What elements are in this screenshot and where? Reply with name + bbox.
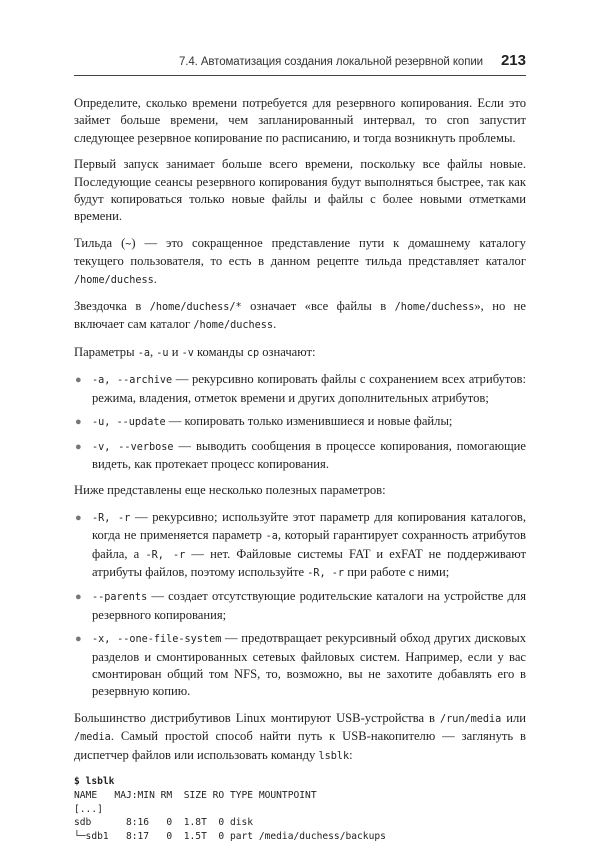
inline-code: -x, --one-file-system <box>92 634 222 646</box>
text: Большинство дистрибутивов Linux монтируют USB-устройства в <box>74 710 440 725</box>
page-number: 213 <box>500 52 526 69</box>
text: означают: <box>259 344 316 359</box>
code-line: └─sdb1 8:17 0 1.5T 0 part /media/duchess/backups <box>74 831 386 843</box>
running-title: 7.4. Автоматизация создания локальной резервной копии <box>178 56 483 68</box>
text: . <box>273 317 277 332</box>
bullet-icon: ● <box>75 511 82 524</box>
inline-code: ~ <box>125 238 132 250</box>
text: и <box>168 344 182 359</box>
page-header <box>74 52 526 72</box>
list-item <box>74 438 526 474</box>
text: — нет. Файловые системы FAT и exFAT не поддерживают атрибуты файлов, поэтому используйте <box>92 546 526 579</box>
text: или <box>501 710 526 725</box>
inline-code: /run/media <box>439 713 502 725</box>
inline-code: -R, -r <box>145 549 186 561</box>
cp-options-list <box>74 371 526 473</box>
text: команды <box>193 344 247 359</box>
inline-code: -v, --verbose <box>92 441 174 453</box>
text: . Самый простой способ найти путь к USB-накопителю — заглянуть в диспетчер файлов или использовать команду <box>74 729 526 762</box>
code-line: NAME MAJ:MIN RM SIZE RO TYPE MOUNTPOINT <box>74 789 317 801</box>
text: Звездочка в <box>74 299 150 314</box>
inline-code: -v <box>181 347 194 359</box>
text: при работе с ними; <box>344 564 450 579</box>
inline-code: /home/duchess <box>74 274 154 286</box>
inline-code: /home/duchess <box>193 320 274 332</box>
header-rule <box>74 75 526 76</box>
inline-code: -u <box>156 347 169 359</box>
text: . <box>153 271 157 286</box>
text: Тильда ( <box>74 235 126 250</box>
page-body <box>74 95 526 844</box>
text: », но не включает сам каталог <box>74 299 526 332</box>
paragraph-1: Определите, сколько времени потребуется для резервного копирования. Если это займет больше времени, чем запланированный интервал, то cron запустит следующее резервное копирование по расписанию, и тогда возникнуть проблемы. <box>74 96 526 145</box>
text: — выводить сообщения в процессе копирования, помогающие видеть, как протекает процесс копирования. <box>92 438 527 471</box>
inline-code: -a, --archive <box>92 375 173 387</box>
code-line: [...] <box>74 803 103 815</box>
text: , который гарантирует сохранность атрибутов файла, а <box>92 528 526 561</box>
list-item <box>74 371 526 407</box>
paragraph-5 <box>74 344 526 362</box>
extra-options-list <box>74 509 526 701</box>
text: ) — это сокращенное представление пути к домашнему каталогу текущего пользователя, то есть в данном рецепте тильда представляет каталог <box>74 235 526 269</box>
code-command: $ lsblk <box>74 776 115 787</box>
inline-code: -R, -r <box>307 567 345 579</box>
text: означает «все файлы в <box>241 299 395 314</box>
text: : <box>349 747 353 762</box>
inline-code: cp <box>246 347 260 359</box>
text: — копировать только изменившиеся и новые файлы; <box>165 414 453 429</box>
bullet-icon: ● <box>75 440 82 453</box>
text: , <box>149 344 157 359</box>
code-block <box>74 775 526 844</box>
inline-code: -u, --update <box>92 417 166 429</box>
inline-code: -a <box>265 531 278 543</box>
code-line: sdb 8:16 0 1.8T 0 disk <box>74 817 254 829</box>
inline-code: lsblk <box>318 750 350 762</box>
list-item <box>74 509 526 583</box>
text: — рекурсивно; используйте этот параметр для копирования каталогов, когда не применяется параметр <box>92 509 526 543</box>
inline-code: -R, -r <box>92 512 131 524</box>
paragraph-6: Ниже представлены еще несколько полезных параметров: <box>74 483 386 498</box>
bullet-icon: ● <box>75 633 82 646</box>
inline-code: -a <box>137 347 150 359</box>
text: — создает отсутствующие родительские каталоги на устройстве для резервного копирования; <box>92 589 526 622</box>
bullet-icon: ● <box>75 591 82 604</box>
text: — предотвращает рекурсивный обход других дисковых разделов и смонтированных сетевых файловых систем. Например, если у вас смонтирован общий том NFS, то, возможно, вы не захотите добавлять его в резервную копию. <box>92 631 526 699</box>
text: Параметры <box>74 344 138 359</box>
list-item <box>74 588 526 624</box>
text: — рекурсивно копировать файлы с сохранением всех атрибутов: режима, владения, отметок времени и других дополнительных атрибутов; <box>92 372 526 405</box>
inline-code: /media <box>74 732 111 744</box>
paragraph-2: Первый запуск занимает больше всего времени, поскольку все файлы новые. Последующие сеансы резервного копирования будут выполняться быстрее, так как будут копироваться только новые файлы и файлы с более новыми отметками времени. <box>74 157 526 224</box>
paragraph-4 <box>74 298 526 335</box>
inline-code: /home/duchess/* <box>149 302 242 314</box>
list-item <box>74 413 526 431</box>
list-item <box>74 630 526 701</box>
inline-code: /home/duchess <box>394 302 475 314</box>
inline-code: --parents <box>92 592 148 604</box>
bullet-icon: ● <box>75 374 82 387</box>
bullet-icon: ● <box>75 416 82 429</box>
paragraph-3 <box>74 235 526 289</box>
paragraph-7 <box>74 710 526 765</box>
